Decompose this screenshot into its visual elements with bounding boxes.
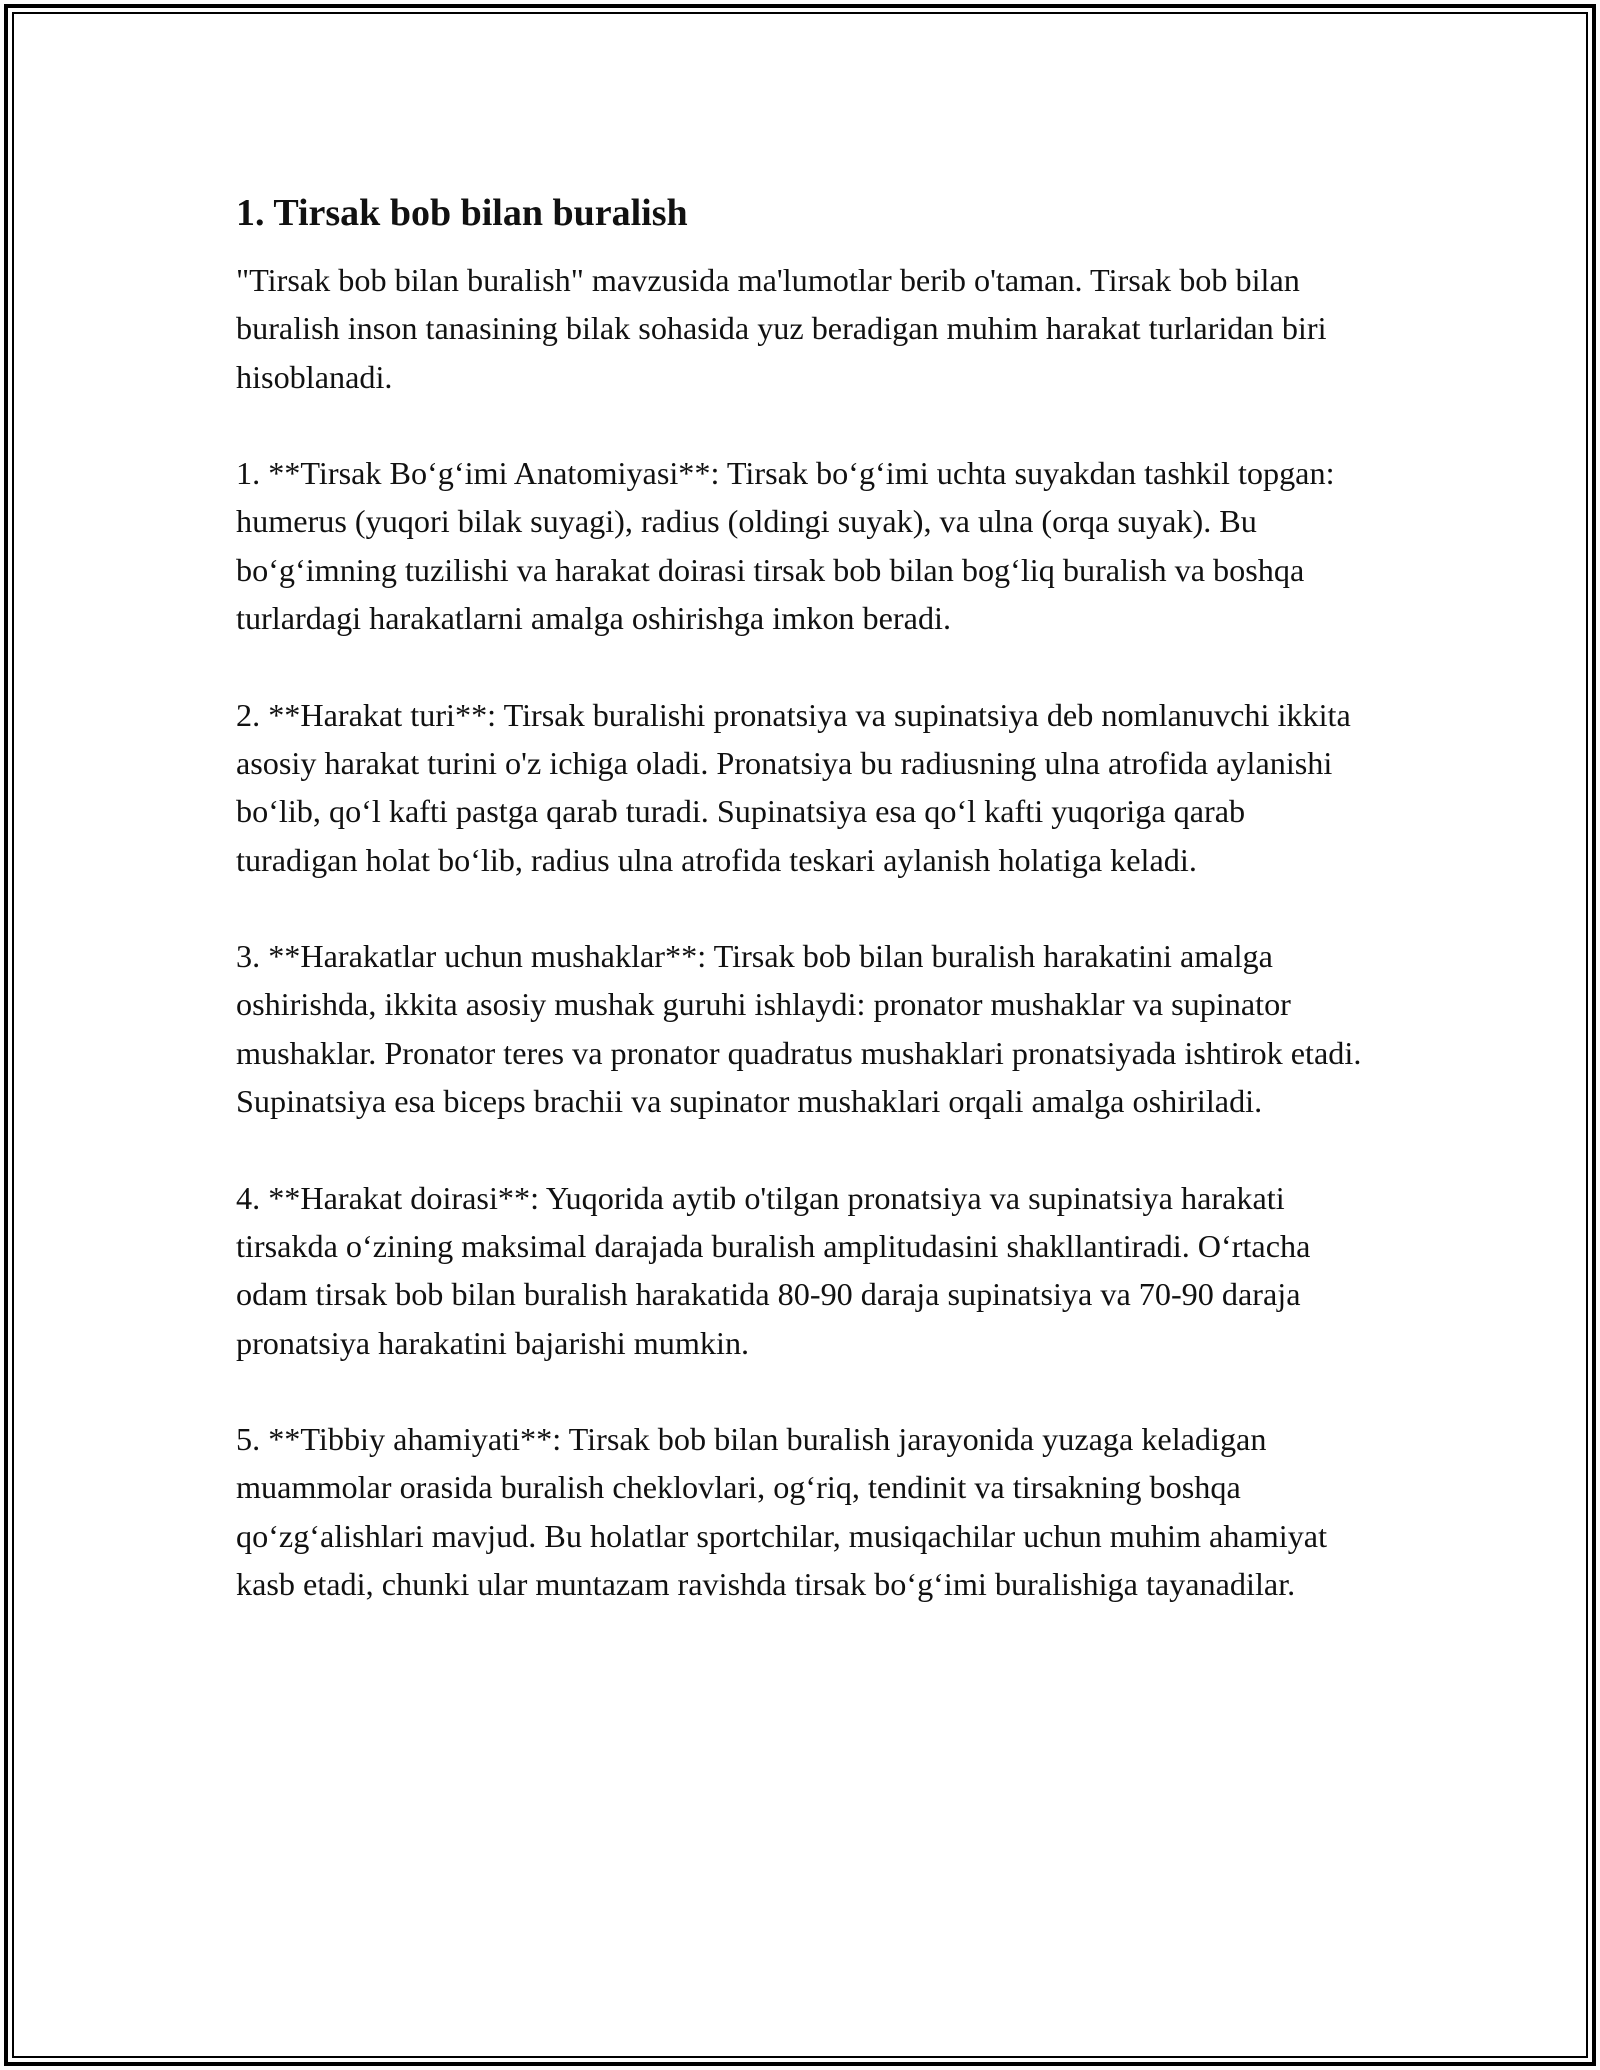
section-medical-significance-paragraph: 5. **Tibbiy ahamiyati**: Tirsak bob bilan buralish jarayonida yuzaga keladigan muammolar orasida buralish cheklovlari, ogʻriq, tendinit va tirsakning boshqa qoʻzgʻalishlari mavjud. Bu holatlar sportchilar, musiqachilar uchun muhim ahamiyat kasb etadi, chunki ular muntazam ravishda tirsak boʻgʻimi buralishiga tayanadilar. xyxy=(236,1421,1328,1603)
section-range-of-motion-paragraph: 4. **Harakat doirasi**: Yuqorida aytib o'tilgan pronatsiya va supinatsiya harakati tirsakda oʻzining maksimal darajada buralish amplitudasini shakllantiradi. Oʻrtacha odam tirsak bob bilan buralish harakatida 80-90 daraja supinatsiya va 70-90 daraja pronatsiya harakatini bajarishi mumkin. xyxy=(236,1179,1311,1361)
document-title: 1. Tirsak bob bilan buralish xyxy=(236,192,688,234)
section-muscles-paragraph: 3. **Harakatlar uchun mushaklar**: Tirsak bob bilan buralish harakatini amalga oshirishda, ikkita asosiy mushak guruhi ishlaydi: pronator mushaklar va supinator mushaklar. Pronator teres va pronator quadratus mushaklari pronatsiyada ishtirok etadi. Supinatsiya esa biceps brachii va supinator mushaklari orqali amalga oshiriladi. xyxy=(236,938,1362,1120)
intro-paragraph: "Tirsak bob bilan buralish" mavzusida ma'lumotlar berib o'taman. Tirsak bob bilan buralish inson tanasining bilak sohasida yuz beradigan muhim harakat turlaridan biri hisoblanadi. xyxy=(236,262,1327,395)
document-body xyxy=(236,184,1366,1657)
section-motion-type-paragraph: 2. **Harakat turi**: Tirsak buralishi pronatsiya va supinatsiya deb nomlanuvchi ikkita asosiy harakat turini o'z ichiga oladi. Pronatsiya bu radiusning ulna atrofida aylanishi boʻlib, qoʻl kafti pastga qarab turadi. Supinatsiya esa qoʻl kafti yuqoriga qarab turadigan holat boʻlib, radius ulna atrofida teskari aylanish holatiga keladi. xyxy=(236,696,1351,878)
section-anatomy-paragraph: 1. **Tirsak Boʻgʻimi Anatomiyasi**: Tirsak boʻgʻimi uchta suyakdan tashkil topgan: humerus (yuqori bilak suyagi), radius (oldingi suyak), va ulna (orqa suyak). Bu boʻgʻimning tuzilishi va harakat doirasi tirsak bob bilan bogʻliq buralish va boshqa turlardagi harakatlarni amalga oshirishga imkon beradi. xyxy=(236,455,1335,637)
